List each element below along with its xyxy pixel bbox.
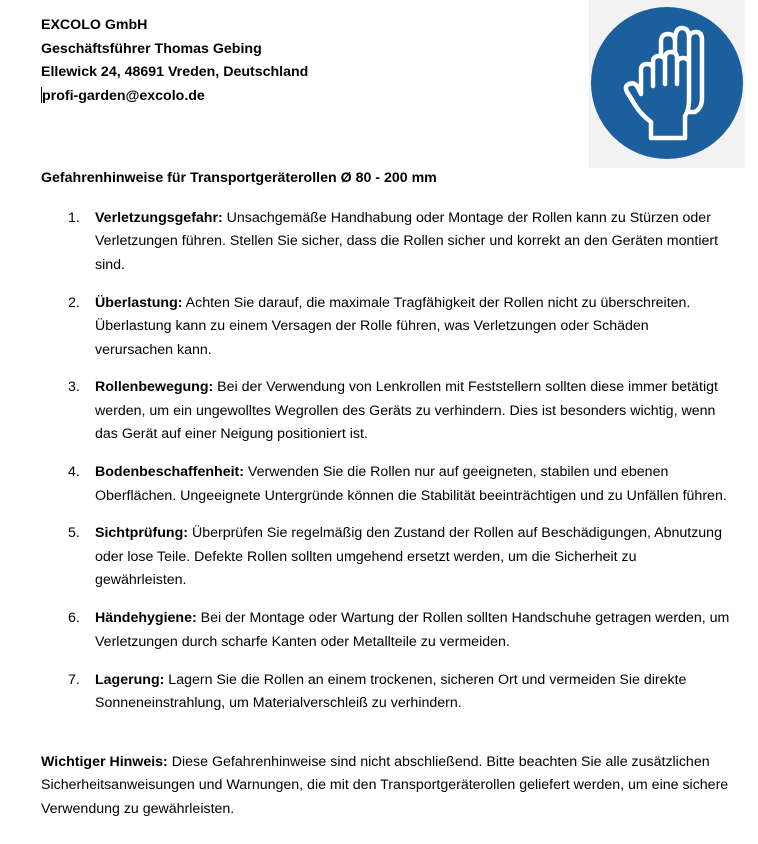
- item-number: 6.: [68, 610, 80, 627]
- company-email[interactable]: profi-garden@excolo.de: [42, 87, 205, 104]
- item-term: Rollenbewegung:: [95, 379, 214, 396]
- item-text: Bei der Montage oder Wartung der Rollen sollten Handschuhe getragen werden, um Verletzungen durch scharfe Kanten oder Metallteile zu vermeiden.: [95, 610, 730, 650]
- item-term: Lagerung:: [95, 671, 165, 688]
- item-text: Achten Sie darauf, die maximale Tragfähigkeit der Rollen nicht zu überschreiten. Überlastung kann zu einem Versagen der Rolle führen, was Verletzungen oder Schäden verursachen kann.: [95, 294, 691, 358]
- item-term: Überlastung:: [95, 294, 183, 311]
- company-name: EXCOLO GmbH: [41, 17, 148, 33]
- item-number: 5.: [68, 525, 80, 542]
- item-number: 1.: [68, 210, 80, 226]
- list-item: [0, 376, 730, 446]
- item-text: Verwenden Sie die Rollen nur auf geeigneten, stabilen und ebenen Oberflächen. Ungeeignete Untergründe können die Stabilität beeinträchtigen und zu Unfällen führen.: [95, 464, 727, 504]
- company-email-line[interactable]: [41, 85, 308, 109]
- item-text: Lagern Sie die Rollen an einem trockenen, sicheren Ort und vermeiden Sie direkte Sonneneinstrahlung, um Materialverschleiß zu verhindern.: [95, 671, 687, 711]
- document-heading: Gefahrenhinweise für Transportgeräterollen Ø 80 - 200 mm: [41, 170, 437, 186]
- list-item: [0, 522, 730, 592]
- list-item: [0, 292, 730, 362]
- item-number: 7.: [68, 671, 80, 688]
- item-text: Überprüfen Sie regelmäßig den Zustand der Rollen auf Beschädigungen, Abnutzung oder lose Teile. Defekte Rollen sollten umgehend ersetzt werden, um die Sicherheit zu gewährleisten.: [95, 525, 722, 589]
- important-note: [41, 751, 741, 821]
- list-item: [0, 207, 730, 277]
- gloves-safety-sign: [589, 0, 745, 168]
- list-item: [0, 607, 730, 654]
- company-address-block: [41, 14, 308, 108]
- list-item: [0, 669, 730, 716]
- list-item: [0, 461, 730, 508]
- item-term: Bodenbeschaffenheit:: [95, 464, 244, 481]
- item-number: 2.: [68, 294, 80, 311]
- item-term: Sichtprüfung:: [95, 525, 188, 542]
- company-address: Ellewick 24, 48691 Vreden, Deutschland: [41, 64, 309, 81]
- item-number: 4.: [68, 464, 80, 481]
- item-number: 3.: [68, 379, 80, 396]
- item-term: Verletzungsgefahr:: [95, 210, 223, 226]
- item-text: Unsachgemäße Handhabung oder Montage der Rollen kann zu Stürzen oder Verletzungen führen. Stellen Sie sicher, dass die Rollen sicher und korrekt an den Geräten montiert sind.: [95, 210, 719, 273]
- wear-gloves-icon: [589, 0, 745, 168]
- hazard-list: [0, 207, 758, 730]
- company-manager: Geschäftsführer Thomas Gebing: [41, 40, 262, 57]
- note-text: Diese Gefahrenhinweise sind nicht abschließend. Bitte beachten Sie alle zusätzlichen Sicherheitsanweisungen und Warnungen, die mit den Transportgeräterollen geliefert werden, um eine sichere Verwendung zu gewährleisten.: [41, 754, 729, 817]
- item-text: Bei der Verwendung von Lenkrollen mit Feststellern sollten diese immer betätigt werden, um ein ungewolltes Wegrollen des Geräts zu verhindern. Dies ist besonders wichtig, wenn das Gerät auf einer Neigung positioniert ist.: [95, 379, 718, 443]
- note-term: Wichtiger Hinweis:: [41, 754, 168, 770]
- item-term: Händehygiene:: [95, 610, 197, 627]
